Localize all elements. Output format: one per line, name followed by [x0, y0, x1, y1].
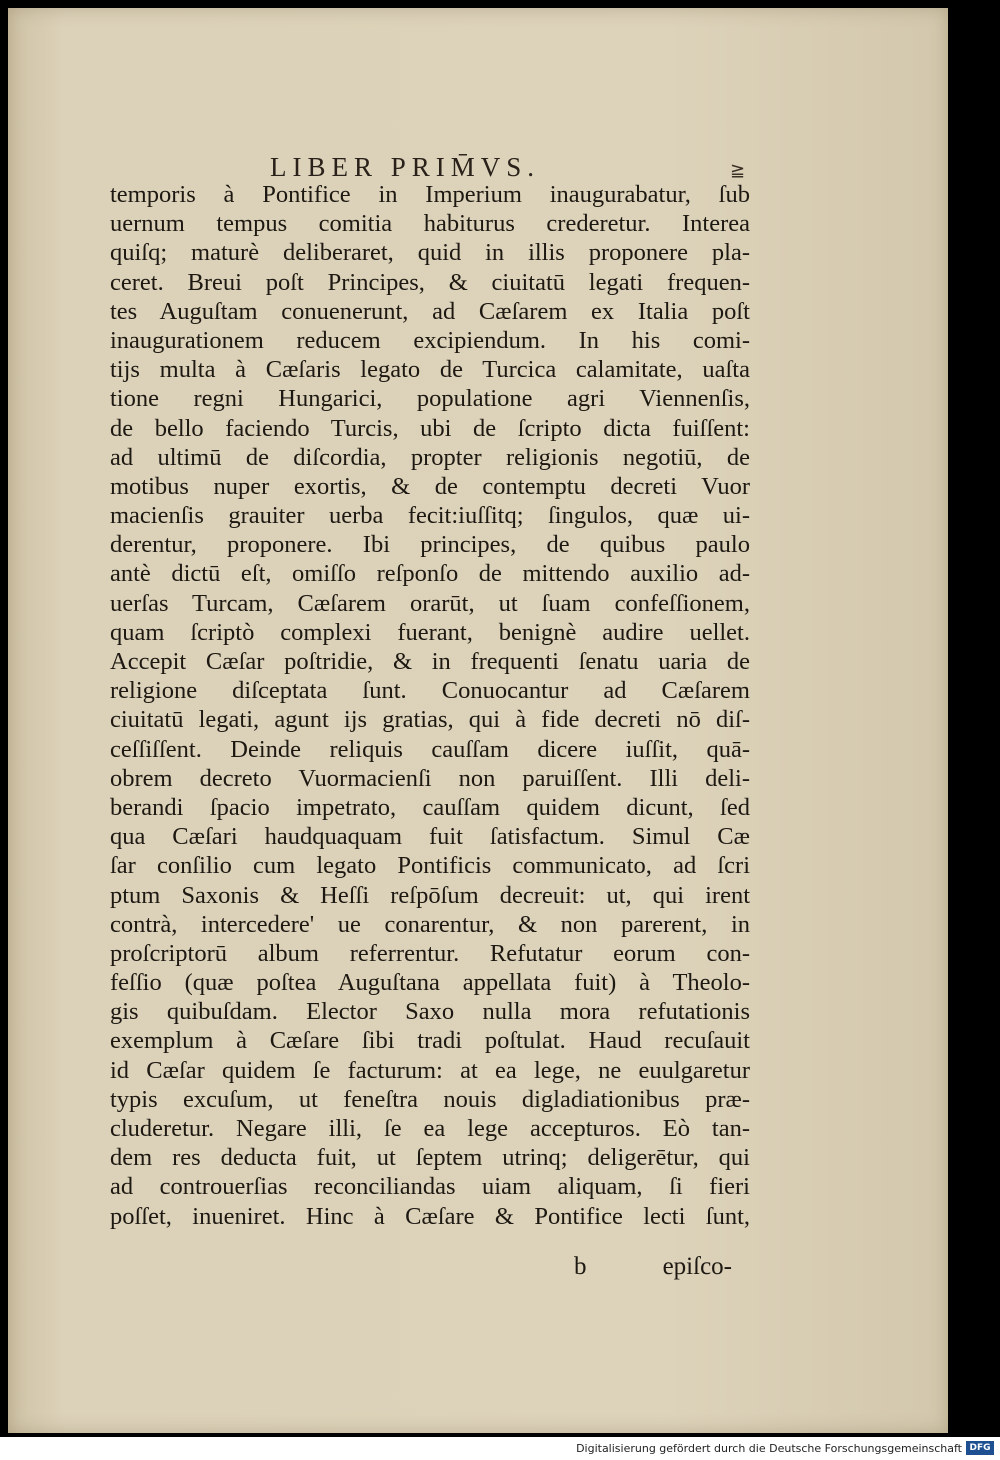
body-text	[110, 180, 750, 1231]
signature-mark: b	[574, 1253, 587, 1280]
text-line: qua Cæſari haudquaquam fuit ſatisfactum. Simul Cæ	[110, 823, 750, 851]
text-line: ad ultimū de diſcordia, propter religionis negotiū, de	[110, 443, 750, 471]
text-line: berandi ſpacio impetrato, cauſſam quidem dicunt, ſed	[110, 793, 750, 821]
text-line: tijs multa à Cæſaris legato de Turcica calamitate, uaſta	[110, 356, 750, 384]
text-line: feſſio (quæ poſtea Auguſtana appellata fuit) à Theolo-	[110, 969, 750, 997]
text-line: ceret. Breui poſt Principes, & ciuitatū legati frequen-	[110, 268, 750, 296]
funding-credit: Digitalisierung gefördert durch die Deutsche Forschungsgemeinschaft	[576, 1442, 962, 1455]
text-line: cluderetur. Negare illi, ſe ea lege accepturos. Eò tan-	[110, 1115, 750, 1142]
text-line: contrà, intercedere' ue conarentur, & non parerent, in	[110, 910, 750, 938]
text-line: quiſq; maturè deliberaret, quid in illis proponere pla-	[110, 239, 750, 267]
text-line: id Cæſar quidem ſe facturum: at ea lege, ne euulgaretur	[110, 1056, 750, 1084]
page-mark: ≧	[730, 160, 746, 180]
text-line: macienſis grauiter uerba fecit:iuſſitq; ſingulos, quæ ui-	[110, 502, 750, 530]
text-line: obrem decreto Vuormacienſi non paruiſſent. Illi deli-	[110, 764, 750, 792]
text-line: dem res deducta fuit, ut ſeptem utrinq; deligerētur, qui	[110, 1144, 750, 1172]
text-line: uerſas Turcam, Cæſarem orarūt, ut ſuam confeſſionem,	[110, 589, 750, 617]
text-line: tione regni Hungarici, populatione agri Viennenſis,	[110, 385, 750, 413]
text-line: motibus nuper exortis, & de contemptu decreti Vuor	[110, 472, 750, 500]
text-line: ciuitatū legati, agunt ijs gratias, qui à fide decreti nō diſ-	[110, 706, 750, 734]
text-line: derentur, proponere. Ibi principes, de quibus paulo	[110, 531, 750, 559]
text-line: exemplum à Cæſare ſibi tradi poſtulat. Haud recuſauit	[110, 1027, 750, 1055]
text-line: gis quibuſdam. Elector Saxo nulla mora refutationis	[110, 998, 750, 1026]
text-line: de bello faciendo Turcis, ubi de ſcripto dicta fuiſſent:	[110, 414, 750, 442]
text-line: quam ſcriptò complexi fuerant, benignè audire uellet.	[110, 618, 750, 646]
text-line: ſar conſilio cum legato Pontificis communicato, ad ſcri	[110, 852, 750, 880]
text-line: ceſſiſſent. Deinde reliquis cauſſam dicere iuſſit, quā-	[110, 735, 750, 763]
text-line: ad controuerſias reconciliandas uiam aliquam, ſi fieri	[110, 1173, 750, 1201]
text-line: tes Auguſtam conuenerunt, ad Cæſarem ex Italia poſt	[110, 297, 750, 325]
running-head: LIBER PRIM̄VS.	[270, 152, 541, 182]
text-line: ptum Saxonis & Heſſi reſpōſum decreuit: ut, qui irent	[110, 881, 750, 909]
text-line: poſſet, inueniret. Hinc à Cæſare & Pontifice lecti ſunt,	[110, 1202, 750, 1230]
text-line: temporis à Pontifice in Imperium inaugurabatur, ſub	[110, 181, 750, 208]
text-line: antè dictū eſt, omiſſo reſponſo de mittendo auxilio ad-	[110, 560, 750, 588]
book-page	[8, 8, 948, 1433]
text-line: religione diſceptata ſunt. Conuocantur ad Cæſarem	[110, 677, 750, 705]
catchword: epiſco-	[662, 1253, 732, 1280]
text-line: Accepit Cæſar poſtridie, & in frequenti ſenatu uaria de	[110, 648, 750, 675]
text-line: typis excuſum, ut feneſtra nouis digladiationibus præ-	[110, 1085, 750, 1113]
text-line: uernum tempus comitia habiturus crederetur. Interea	[110, 210, 750, 238]
dfg-logo: DFG	[966, 1441, 994, 1455]
text-line: proſcriptorū album referrentur. Refutatur eorum con-	[110, 939, 750, 967]
text-line: inaugurationem reducem excipiendum. In his comi-	[110, 326, 750, 354]
signature-line	[574, 1253, 744, 1285]
footer-bar	[0, 1437, 1000, 1460]
